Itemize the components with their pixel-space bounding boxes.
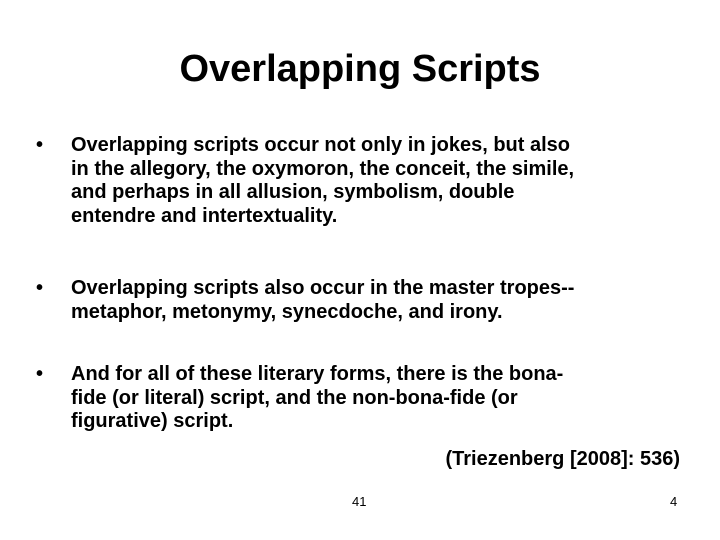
bullet-text: [71, 134, 691, 228]
slide-title: Overlapping Scripts: [179, 48, 541, 90]
bullet-line: Overlapping scripts occur not only in jokes, but also: [71, 134, 570, 156]
bullet-icon: •: [36, 134, 44, 156]
bullet-line: in the allegory, the oxymoron, the conceit, the simile,: [71, 157, 575, 180]
bullet-line: entendre and intertextuality.: [71, 204, 338, 227]
bullet-line: metaphor, metonymy, synecdoche, and irony.: [71, 300, 503, 323]
bullet-line: and perhaps in all allusion, symbolism, double: [71, 181, 515, 203]
bullet-icon: •: [36, 277, 44, 299]
citation: (Triezenberg [2008]: 536): [445, 448, 680, 470]
bullet-text: [71, 277, 691, 324]
bullet-line: And for all of these literary forms, there is the bona-: [71, 363, 564, 385]
bullet-line: figurative) script.: [71, 410, 234, 432]
bullet-line: fide (or literal) script, and the non-bona-fide (or: [71, 386, 518, 409]
footer-page-number: 4: [670, 494, 678, 509]
footer-slide-number: 41: [352, 494, 367, 509]
bullet-line: Overlapping scripts also occur in the master tropes--: [71, 277, 575, 299]
bullet-icon: •: [36, 363, 44, 385]
bullet-text: [71, 363, 691, 434]
